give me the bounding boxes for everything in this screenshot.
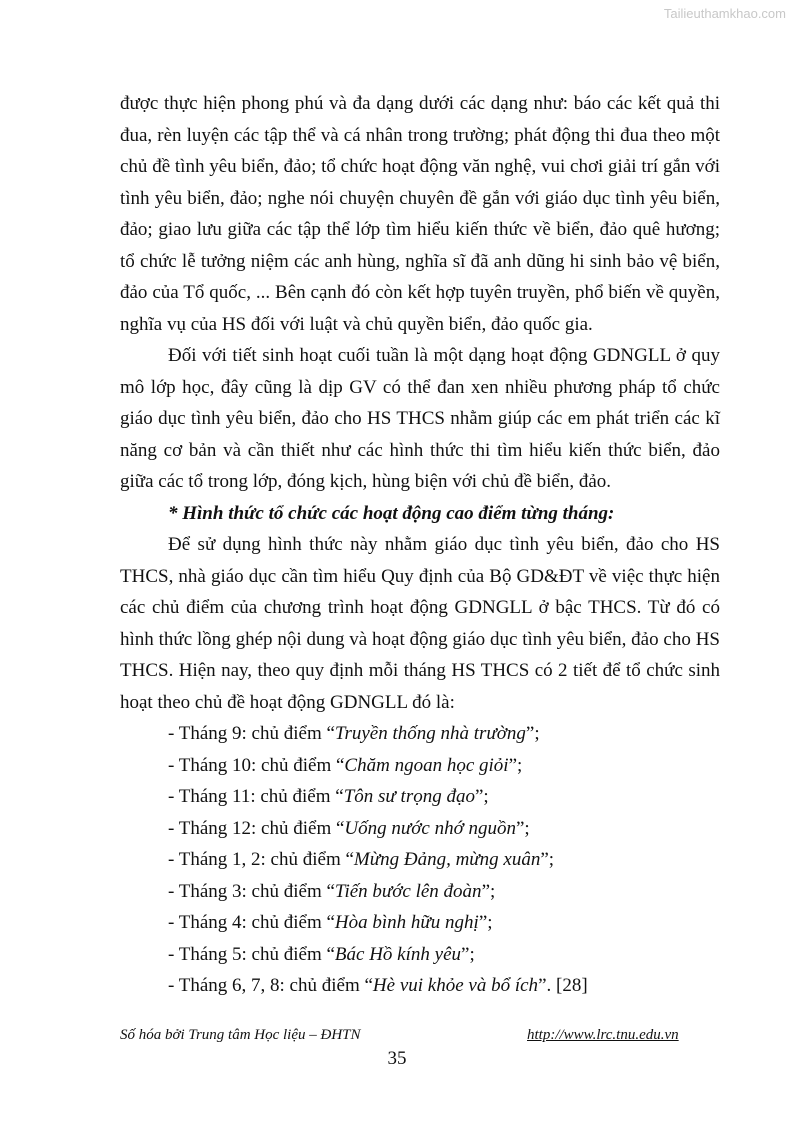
item-suffix: ”; [508, 754, 523, 776]
list-item [120, 970, 720, 1002]
section-heading: * Hình thức tổ chức các hoạt động cao điểm từng tháng: [168, 502, 615, 524]
item-theme: Hòa bình hữu nghị [334, 912, 479, 933]
item-theme: Tôn sư trọng đạo [343, 786, 475, 807]
item-suffix: ”; [461, 943, 475, 965]
item-suffix: ”; [515, 817, 530, 839]
list-item [120, 718, 720, 750]
item-theme: Chăm ngoan học giỏi [344, 754, 509, 776]
footer-link[interactable]: http://www.lrc.tnu.edu.vn [527, 1027, 679, 1043]
item-suffix: ”; [474, 786, 489, 807]
list-item [120, 750, 720, 782]
page-number: 35 [387, 1048, 407, 1069]
item-prefix: - Tháng 6, 7, 8: chủ điểm “ [168, 975, 373, 996]
item-suffix: ”. [28] [538, 975, 588, 996]
item-prefix: - Tháng 11: chủ điểm “ [168, 786, 344, 807]
item-theme: Tiến bước lên đoàn [334, 880, 482, 902]
list-item [120, 876, 720, 908]
footer-source: Số hóa bởi Trung tâm Học liệu – ĐHTN [120, 1027, 361, 1043]
item-theme: Mừng Đảng, mừng xuân [353, 849, 541, 870]
list-item [120, 844, 720, 876]
list-item [120, 781, 720, 813]
item-theme: Bác Hồ kính yêu [334, 943, 462, 965]
list-item [120, 813, 720, 845]
item-prefix: - Tháng 10: chủ điểm “ [168, 754, 345, 776]
item-suffix: ”; [478, 912, 493, 933]
list-item [120, 907, 720, 939]
paragraph-2: Đối với tiết sinh hoạt cuối tuần là một dạng hoạt động GDNGLL ở quy mô lớp học, đây cũng là dịp GV có thể đan xen nhiều phương pháp tổ chức giáo dục tình yêu biển, đảo cho HS THCS nhằm giúp các em phát triển các kĩ năng cơ bản và cần thiết như các hình thức thi tìm hiểu kiến thức biển, đảo giữa các tổ trong lớp, đóng kịch, hùng biện với chủ đề biển, đảo. [120, 345, 720, 492]
item-suffix: ”; [481, 880, 496, 902]
item-suffix: ”; [540, 849, 555, 870]
watermark: Tailieuthamkhao.com [663, 6, 786, 21]
list-item [120, 939, 720, 971]
item-theme: Hè vui khỏe và bổ ích [372, 975, 539, 996]
month-theme-list [120, 718, 720, 1002]
document-body [120, 88, 720, 1002]
item-suffix: ”; [525, 723, 540, 744]
paragraph-1: được thực hiện phong phú và đa dạng dưới các dạng như: báo các kết quả thi đua, rèn luyện các tập thể và cá nhân trong trường; phát động thi đua theo một chủ đề tình yêu biển, đảo; tổ chức hoạt động văn nghệ, vui chơi giải trí gắn với tình yêu biển, đảo; nghe nói chuyện chuyên đề gắn với giáo dục tình yêu biển, đảo; giao lưu giữa các tập thể lớp tìm hiểu kiến thức về biển, đảo quê hương; tổ chức lễ tưởng niệm các anh hùng, nghĩa sĩ đã anh dũng hi sinh bảo vệ biển, đảo của Tổ quốc, ... Bên cạnh đó còn kết hợp tuyên truyền, phổ biến về quyền, nghĩa vụ của HS đối với luật và chủ quyền biển, đảo quốc gia. [120, 93, 720, 335]
item-prefix: - Tháng 4: chủ điểm “ [168, 912, 335, 933]
item-theme: Uống nước nhớ nguồn [344, 817, 516, 839]
item-theme: Truyền thống nhà trường [334, 723, 526, 744]
item-prefix: - Tháng 9: chủ điểm “ [168, 723, 335, 744]
item-prefix: - Tháng 1, 2: chủ điểm “ [168, 849, 354, 870]
item-prefix: - Tháng 12: chủ điểm “ [168, 817, 345, 839]
item-prefix: - Tháng 3: chủ điểm “ [168, 880, 335, 902]
paragraph-3: Để sử dụng hình thức này nhằm giáo dục tình yêu biển, đảo cho HS THCS, nhà giáo dục cần tìm hiểu Quy định của Bộ GD&ĐT về việc thực hiện các chủ điểm của chương trình hoạt động GDNGLL ở bậc THCS. Từ đó có hình thức lồng ghép nội dung và hoạt động giáo dục tình yêu biển, đảo cho HS THCS. Hiện nay, theo quy định mỗi tháng HS THCS có 2 tiết để tổ chức sinh hoạt theo chủ đề hoạt động GDNGLL đó là: [120, 534, 720, 713]
item-prefix: - Tháng 5: chủ điểm “ [168, 943, 335, 965]
